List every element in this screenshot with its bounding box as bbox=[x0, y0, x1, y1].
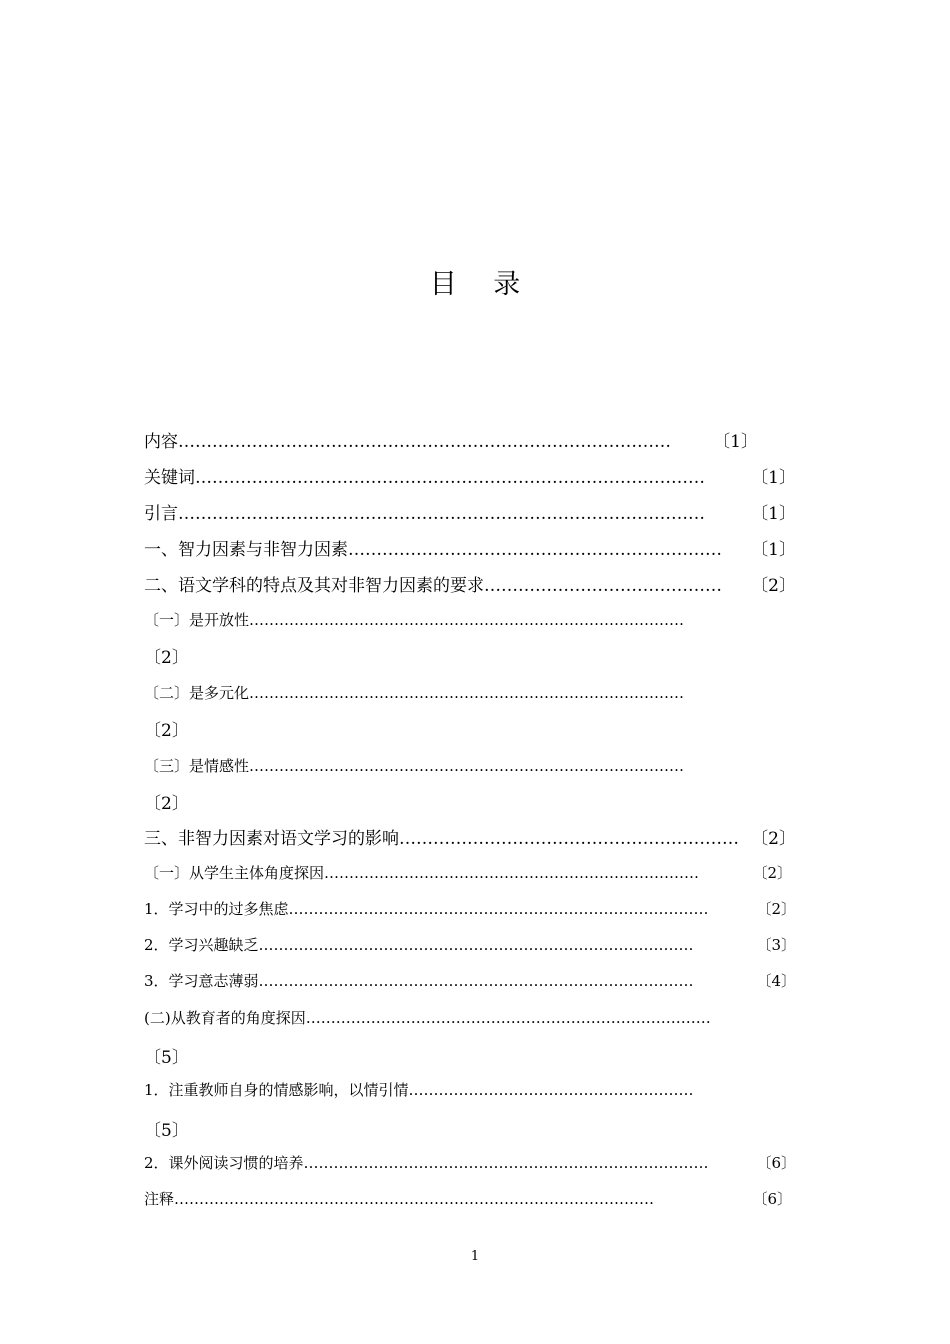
toc-leader-dots: …………………………………………………………………………… bbox=[249, 757, 685, 775]
toc-entry-page: 〔1〕 bbox=[751, 468, 796, 488]
toc-leader-dots: ……………………………………………………………………………… bbox=[195, 468, 705, 488]
toc-leader-dots: …………………………………………………………………………… bbox=[178, 432, 671, 452]
toc-entry-page: 〔2〕 bbox=[751, 829, 796, 849]
toc-entry-label: 〔三〕是情感性 bbox=[144, 757, 250, 775]
toc-entry-page: 〔6〕 bbox=[752, 1190, 792, 1208]
toc-entry[interactable] bbox=[144, 1007, 762, 1028]
toc-leader-dots: ………………………………………………………………… bbox=[324, 864, 700, 882]
toc-entry-page: 〔2〕 bbox=[756, 900, 796, 918]
toc-leader-dots: ………………………………………………………………………………… bbox=[178, 504, 705, 524]
toc-entry[interactable] bbox=[144, 824, 796, 849]
toc-entry-page: 〔4〕 bbox=[756, 972, 796, 990]
toc-entry-label: 引言 bbox=[144, 504, 178, 524]
toc-entry-page: 〔1〕 bbox=[751, 540, 796, 560]
toc-leader-dots: ……………………………………………………………………… bbox=[305, 1009, 711, 1027]
toc-entry-page: 〔6〕 bbox=[756, 1154, 796, 1172]
toc-entry-page: 〔3〕 bbox=[756, 936, 796, 954]
toc-entry-page: 〔2〕 bbox=[752, 864, 792, 882]
toc-leader-dots: ………………………………………………………………………… bbox=[288, 900, 709, 918]
toc-entry-page: 〔2〕 bbox=[144, 794, 189, 814]
toc-entry-label: 3．学习意志薄弱 bbox=[144, 972, 259, 990]
toc-entry-label: 一、智力因素与非智力因素 bbox=[144, 540, 348, 560]
toc-leader-dots: …………………………………… bbox=[484, 576, 722, 596]
toc-entry[interactable] bbox=[144, 898, 796, 919]
toc-entry[interactable] bbox=[144, 609, 760, 630]
toc-leader-dots: …………………………………………………………………………………… bbox=[174, 1190, 655, 1208]
toc-entry-page: 〔1〕 bbox=[713, 432, 758, 452]
toc-entry[interactable] bbox=[144, 535, 796, 560]
toc-entry-label: 1．学习中的过多焦虑 bbox=[144, 900, 289, 918]
toc-entry-label: 〔一〕从学生主体角度探因 bbox=[144, 864, 325, 882]
toc-entry-label: (二)从教育者的角度探因 bbox=[144, 1009, 306, 1027]
toc-entry[interactable] bbox=[144, 463, 796, 488]
toc-entry[interactable] bbox=[144, 499, 796, 524]
toc-entry-page: 〔5〕 bbox=[144, 1048, 189, 1068]
toc-entry-label: 1．注重教师自身的情感影响，以情引情 bbox=[144, 1081, 409, 1099]
toc-entry-label: 关键词 bbox=[144, 468, 195, 488]
toc-leader-dots: …………………………………………………………………………… bbox=[249, 611, 685, 629]
toc-entry-page: 〔5〕 bbox=[144, 1121, 189, 1141]
toc-entry[interactable] bbox=[144, 970, 796, 991]
toc-leader-dots: ………………………………………………………… bbox=[348, 540, 722, 560]
toc-entry[interactable] bbox=[144, 571, 796, 596]
toc-entry-page: 〔2〕 bbox=[144, 721, 189, 741]
toc-entry-label: 〔一〕是开放性 bbox=[144, 611, 250, 629]
toc-entry[interactable] bbox=[144, 1188, 792, 1209]
toc-leader-dots: …………………………………………………………………………… bbox=[249, 684, 685, 702]
page-number: 1 bbox=[470, 1249, 480, 1264]
toc-entry-label: 二、语文学科的特点及其对非智力因素的要求 bbox=[144, 576, 484, 596]
toc-entry-label: 三、非智力因素对语文学习的影响 bbox=[144, 829, 399, 849]
toc-entry-page: 〔2〕 bbox=[144, 648, 189, 668]
toc-entry[interactable] bbox=[144, 755, 760, 776]
toc-leader-dots: …………………………………………………… bbox=[399, 829, 739, 849]
toc-entry-page: 〔2〕 bbox=[751, 576, 796, 596]
toc-entry[interactable] bbox=[144, 862, 792, 883]
toc-leader-dots: …………………………………………………………………………… bbox=[258, 972, 694, 990]
toc-entry[interactable] bbox=[144, 427, 758, 452]
toc-entry[interactable] bbox=[144, 1152, 796, 1173]
toc-leader-dots: …………………………………………………………………………… bbox=[258, 936, 694, 954]
toc-entry-label: 2．学习兴趣缺乏 bbox=[144, 936, 259, 954]
toc-entry-label: 内容 bbox=[144, 432, 178, 452]
toc-entry-label: 2．课外阅读习惯的培养 bbox=[144, 1154, 304, 1172]
toc-entry[interactable] bbox=[144, 1079, 762, 1100]
toc-entry[interactable] bbox=[144, 934, 796, 955]
toc-entry-label: 〔二〕是多元化 bbox=[144, 684, 250, 702]
toc-entry-page: 〔1〕 bbox=[751, 504, 796, 524]
page-title: 目 录 bbox=[429, 269, 535, 300]
toc-leader-dots: ………………………………………………… bbox=[408, 1081, 694, 1099]
toc-entry-label: 注释 bbox=[144, 1190, 175, 1208]
toc-leader-dots: ……………………………………………………………………… bbox=[303, 1154, 709, 1172]
toc-entry[interactable] bbox=[144, 682, 760, 703]
